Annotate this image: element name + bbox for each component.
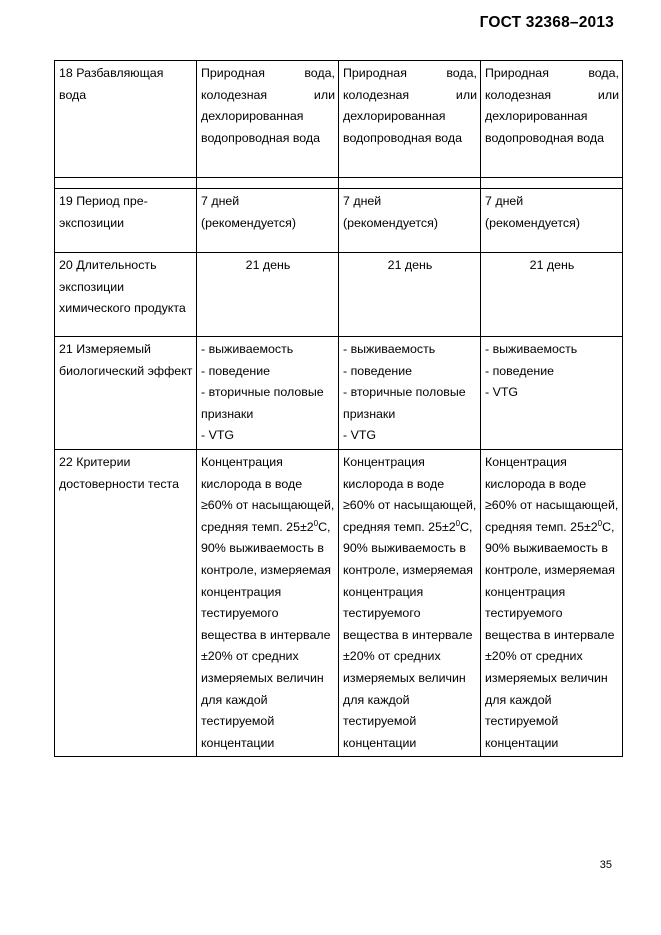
criteria-text: Концентрация кислорода в воде ≥60% от насыщающей, средняя темп. 25±2 <box>343 454 477 534</box>
list-item: - VTG <box>485 385 519 400</box>
list-item: - поведение <box>201 363 271 378</box>
table-cell <box>197 337 339 450</box>
row-label: 21 Измеряемый биологический эффект <box>55 337 197 450</box>
table-cell: 21 день <box>339 253 481 337</box>
table-row <box>55 337 623 450</box>
degree-superscript: 0 <box>313 518 319 528</box>
row-label: 18 Разбавляющая вода <box>55 61 197 178</box>
list-item: - VTG <box>201 428 235 443</box>
criteria-text: Концентрация кислорода в воде ≥60% от насыщающей, средняя темп. 25±2 <box>485 454 619 534</box>
criteria-text-cont: С, 90% выживаемость в контроле, измеряемая концентрация тестируемого вещества в интервале ±20% от средних измеряемых величин для каждой тестируемой концентации <box>485 519 615 750</box>
page-number: 35 <box>599 859 612 871</box>
table-row <box>55 61 623 178</box>
table-cell: Природная вода, колодезная или дехлорированная водопроводная вода <box>339 61 481 178</box>
table-cell <box>481 337 623 450</box>
list-item: - поведение <box>485 363 555 378</box>
list-item: - вторичные половые признаки <box>201 385 324 421</box>
table-cell <box>339 337 481 450</box>
degree-superscript: 0 <box>597 518 603 528</box>
table-cell: Природная вода, колодезная или дехлорированная водопроводная вода <box>197 61 339 178</box>
list-item: - выживаемость <box>343 342 436 356</box>
row-label: 22 Критерии достоверности теста <box>55 449 197 756</box>
row-label: 20 Длительность экспозиции химического продукта <box>55 253 197 337</box>
table-cell: 21 день <box>481 253 623 337</box>
list-item: - VTG <box>343 428 377 443</box>
document-header: ГОСТ 32368–2013 <box>479 14 614 31</box>
table-row <box>55 253 623 337</box>
criteria-text-cont: С, 90% выживаемость в контроле, измеряемая концентрация тестируемого вещества в интервале ±20% от средних измеряемых величин для каждой тестируемой концентации <box>343 519 473 750</box>
table-cell: 7 дней (рекомендуется) <box>197 189 339 253</box>
table-row <box>55 189 623 253</box>
list-item: - выживаемость <box>201 342 294 356</box>
table-cell: 7 дней (рекомендуется) <box>481 189 623 253</box>
table-cell: Природная вода, колодезная или дехлорированная водопроводная вода <box>481 61 623 178</box>
list-item: - вторичные половые признаки <box>343 385 466 421</box>
table-cell: 7 дней (рекомендуется) <box>339 189 481 253</box>
table-cell: 21 день <box>197 253 339 337</box>
list-item: - выживаемость <box>485 342 578 356</box>
degree-superscript: 0 <box>455 518 461 528</box>
specification-table <box>54 60 623 757</box>
criteria-text: Концентрация кислорода в воде ≥60% от насыщающей, средняя темп. 25±2 <box>201 454 335 534</box>
table-row <box>55 449 623 756</box>
criteria-text-cont: С, 90% выживаемость в контроле, измеряемая концентрация тестируемого вещества в интервале ±20% от средних измеряемых величин для каждой тестируемой концентации <box>201 519 331 750</box>
row-label: 19 Период пре-экспозиции <box>55 189 197 253</box>
row-spacer <box>55 178 623 189</box>
table-cell <box>481 449 623 756</box>
list-item: - поведение <box>343 363 413 378</box>
table-cell <box>339 449 481 756</box>
table-cell <box>197 449 339 756</box>
